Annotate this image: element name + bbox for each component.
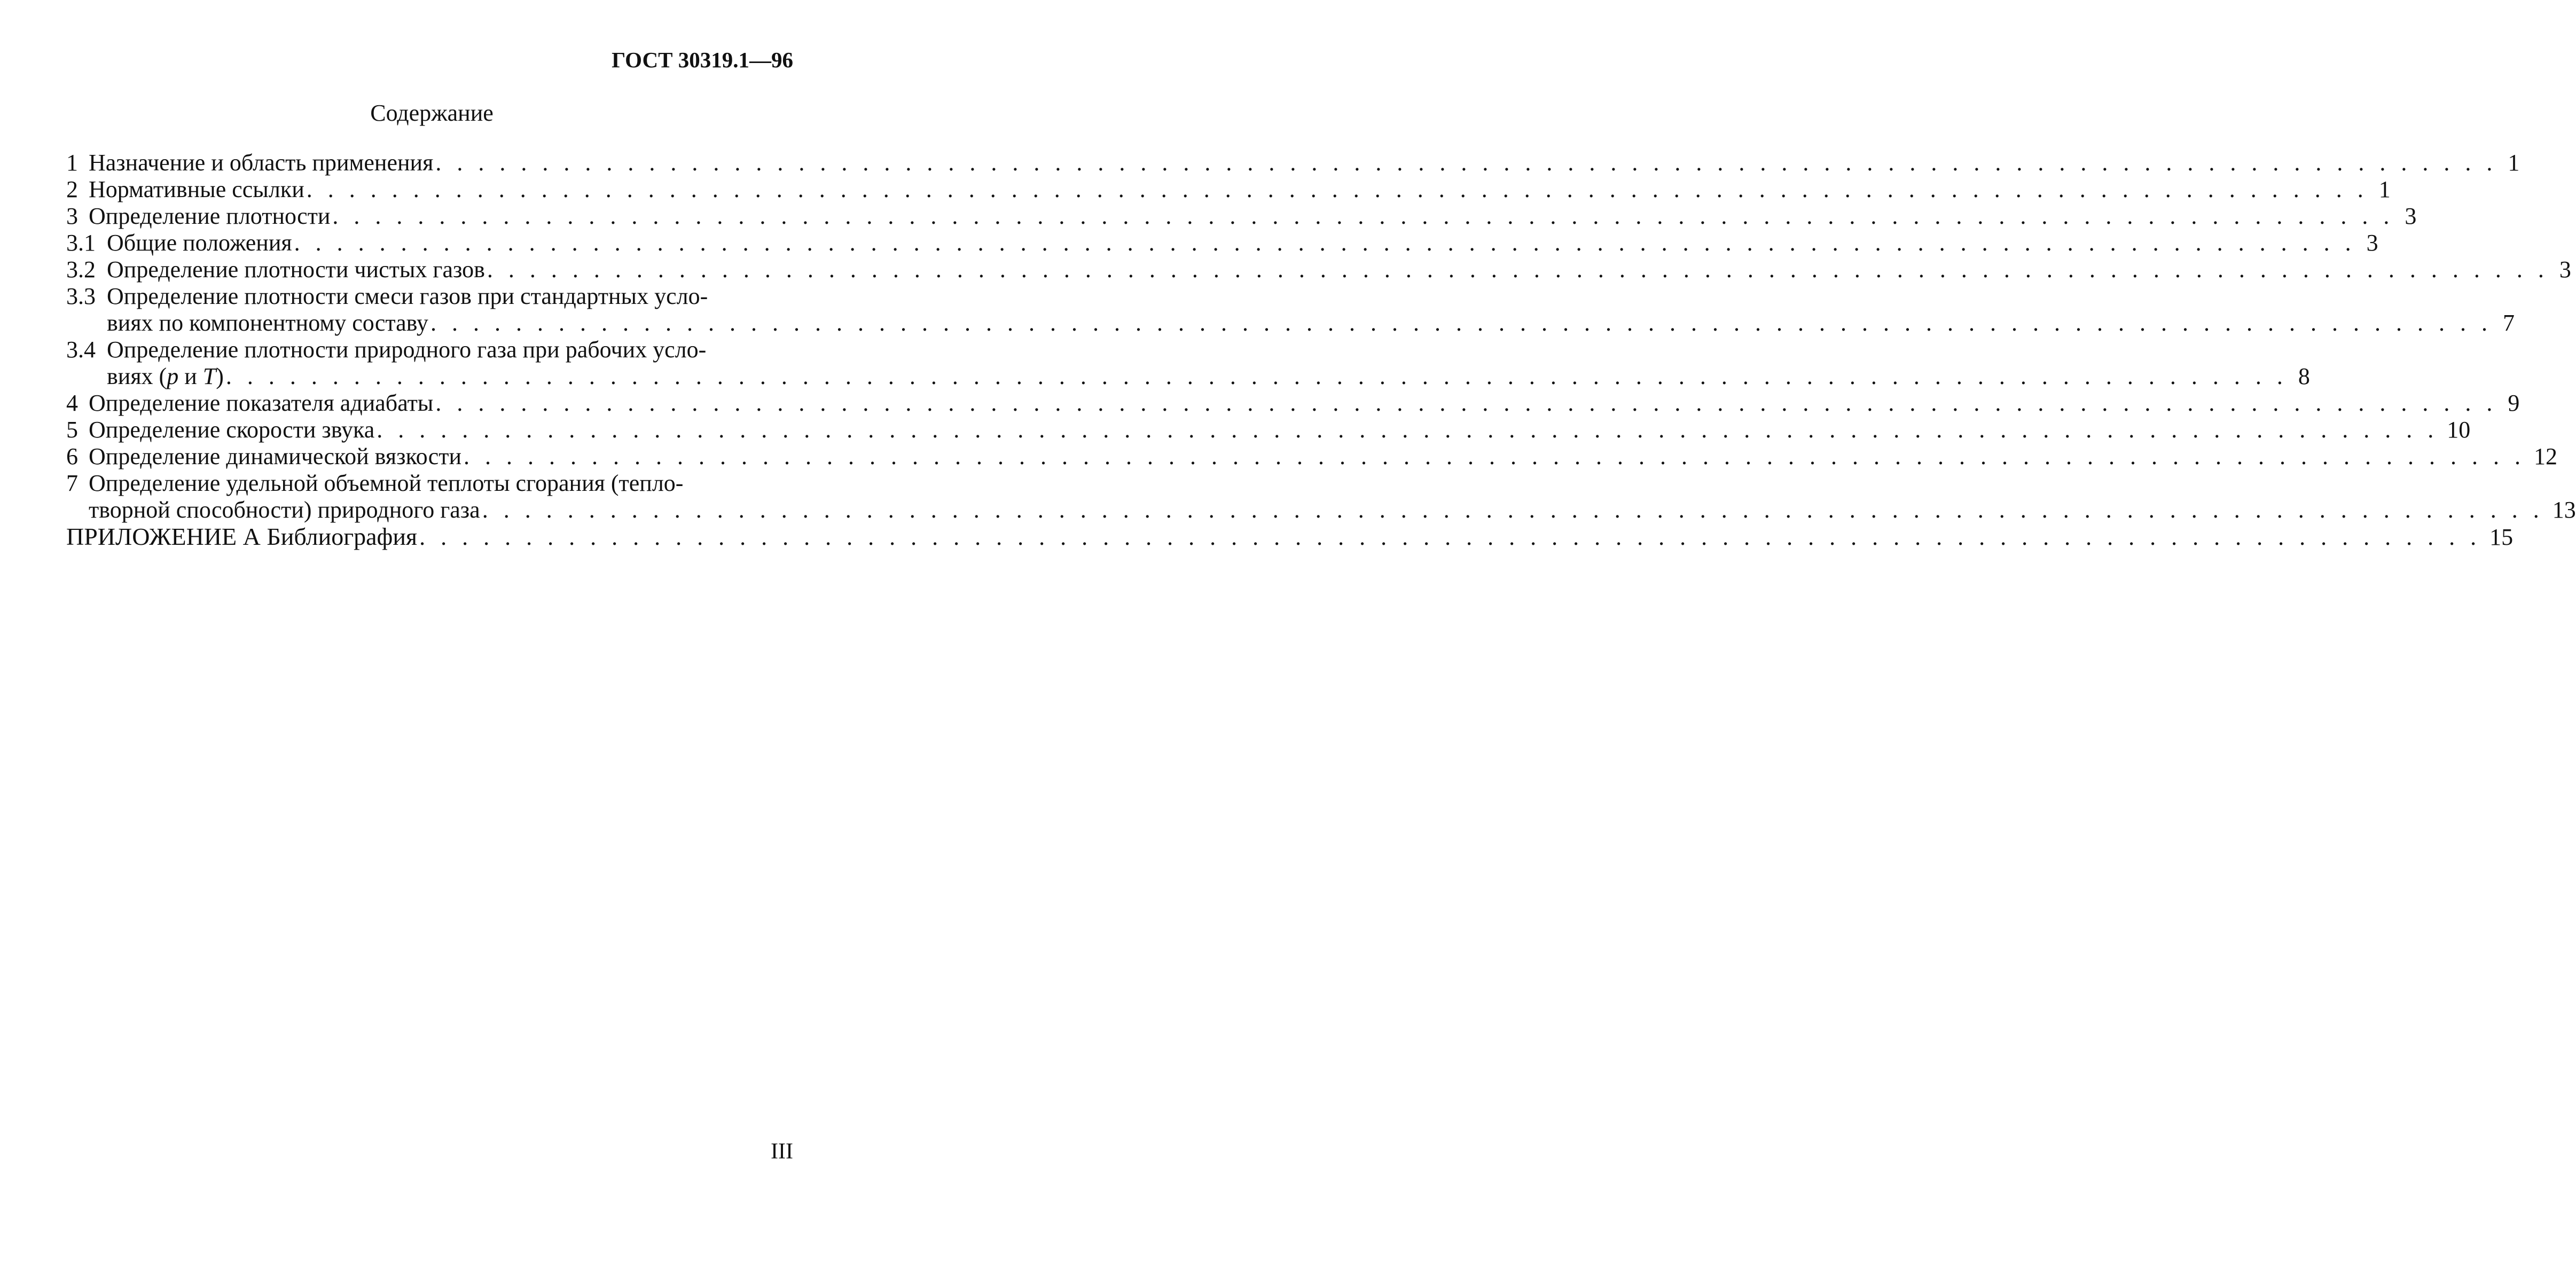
toc-entry-number: 3.3 bbox=[66, 283, 96, 309]
toc-entry-title: Определение динамической вязкости bbox=[89, 443, 462, 469]
toc-entry-title: Определение плотности чистых газов bbox=[107, 256, 485, 283]
toc-entry-number: 3 bbox=[66, 203, 78, 229]
dot-leader bbox=[332, 203, 2394, 230]
toc-entry-2[interactable] bbox=[66, 176, 2391, 203]
pressure-symbol: p bbox=[167, 363, 179, 389]
toc-entry-number: 3.4 bbox=[66, 336, 96, 363]
dot-leader bbox=[435, 390, 2497, 417]
dot-leader bbox=[307, 176, 2368, 203]
toc-entry-1[interactable] bbox=[66, 150, 2520, 176]
toc-entry-number: 5 bbox=[66, 417, 78, 443]
toc-entry-title: ПРИЛОЖЕНИЕ А Библиография bbox=[66, 523, 418, 550]
title-text: виях ( bbox=[107, 363, 167, 389]
toc-entry-title: Назначение и область применения bbox=[89, 150, 434, 176]
toc-entry-title-line2: виях по компонентному составу bbox=[107, 310, 428, 336]
toc-entry-number: 6 bbox=[66, 443, 78, 469]
toc-entry-page: 8 bbox=[2298, 363, 2310, 389]
toc-entry-title-line1: Определение удельной объемной теплоты сгорания (тепло- bbox=[89, 470, 684, 496]
toc-entry-title-line2: творной способности) природного газа bbox=[89, 497, 480, 523]
toc-entry-number: 4 bbox=[66, 390, 78, 416]
document-code: ГОСТ 30319.1—96 bbox=[612, 48, 793, 72]
toc-entry-number: 3.2 bbox=[66, 256, 96, 283]
title-text: и bbox=[178, 363, 203, 389]
dot-leader bbox=[419, 524, 2481, 551]
toc-entry-3-2[interactable] bbox=[66, 256, 2571, 283]
toc-entry-page: 3 bbox=[2366, 230, 2378, 256]
dot-leader bbox=[435, 150, 2497, 176]
toc-entry-3-3[interactable] bbox=[66, 283, 2515, 336]
toc-entry-3[interactable] bbox=[66, 203, 2417, 230]
toc-entry-page: 9 bbox=[2508, 390, 2520, 416]
temperature-symbol: T bbox=[202, 363, 216, 389]
toc-entry-title: Нормативные ссылки bbox=[89, 176, 304, 202]
toc-entry-page: 1 bbox=[2378, 176, 2391, 202]
toc-entry-3-1[interactable] bbox=[66, 230, 2378, 256]
toc-entry-4[interactable] bbox=[66, 390, 2520, 417]
toc-entry-title: Определение плотности bbox=[89, 203, 331, 229]
toc-entry-page: 12 bbox=[2534, 443, 2558, 469]
dot-leader bbox=[487, 256, 2549, 283]
toc-entry-page: 10 bbox=[2447, 417, 2471, 443]
toc-title: Содержание bbox=[370, 100, 494, 126]
toc-entry-title-line1: Определение плотности смеси газов при стандартных усло- bbox=[107, 283, 708, 309]
toc-entry-page: 13 bbox=[2552, 497, 2576, 523]
toc-entry-3-4[interactable] bbox=[66, 336, 2310, 390]
toc-entry-6[interactable] bbox=[66, 443, 2558, 470]
dot-leader bbox=[482, 497, 2544, 523]
toc-entry-number: 7 bbox=[66, 470, 78, 496]
toc-entry-number: 3.1 bbox=[66, 230, 96, 256]
toc-entry-title-line1: Определение плотности природного газа при рабочих усло- bbox=[107, 336, 707, 363]
page-number: III bbox=[771, 1139, 793, 1164]
toc-entry-title: Определение показателя адиабаты bbox=[89, 390, 434, 416]
dot-leader bbox=[464, 443, 2525, 470]
dot-leader bbox=[377, 417, 2438, 443]
toc-entry-page: 3 bbox=[2559, 256, 2571, 283]
table-of-contents bbox=[66, 150, 2576, 551]
toc-entry-7[interactable] bbox=[66, 470, 2576, 523]
toc-entry-page: 1 bbox=[2508, 150, 2520, 176]
toc-entry-appendix-a[interactable] bbox=[66, 523, 2514, 551]
toc-entry-title: Определение скорости звука bbox=[89, 417, 375, 443]
toc-entry-number: 1 bbox=[66, 150, 78, 176]
toc-entry-page: 15 bbox=[2489, 524, 2514, 550]
toc-entry-page: 7 bbox=[2502, 310, 2515, 336]
toc-entry-5[interactable] bbox=[66, 417, 2471, 443]
title-text: ) bbox=[216, 363, 224, 389]
dot-leader bbox=[226, 363, 2288, 390]
toc-entry-page: 3 bbox=[2405, 203, 2417, 229]
dot-leader bbox=[430, 310, 2492, 336]
toc-entry-title-line2 bbox=[107, 363, 224, 390]
toc-entry-number: 2 bbox=[66, 176, 78, 202]
dot-leader bbox=[294, 230, 2356, 256]
toc-entry-title: Общие положения bbox=[107, 230, 292, 256]
